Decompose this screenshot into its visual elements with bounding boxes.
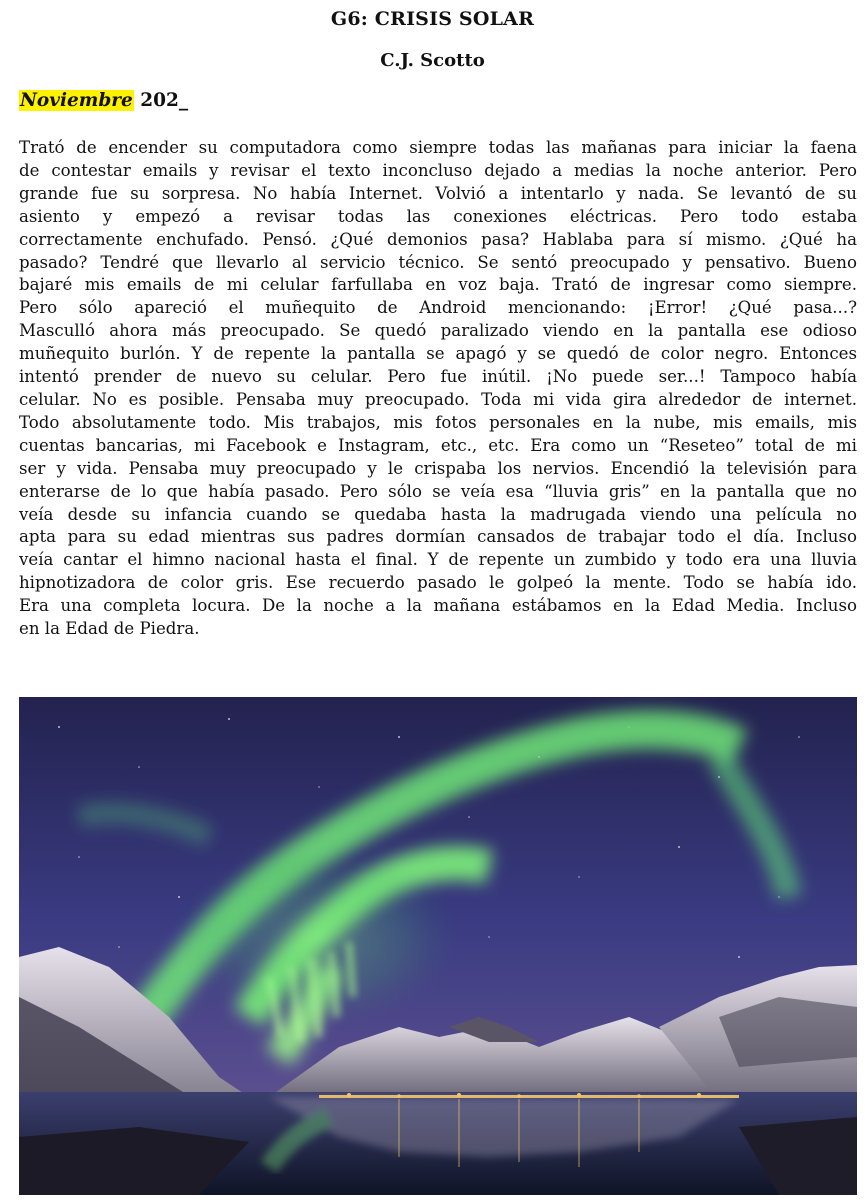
document-date [19,90,188,111]
paragraph-line: de contestar emails y revisar el texto inconcluso dejado a medias la noche anterior. Pero [19,160,857,180]
aurora-illustration [19,697,857,1195]
paragraph-line: apta para su edad mientras sus padres dormían cansados de trabajar todo el día. Incluso [19,527,857,547]
paragraph-line: celular. No es posible. Pensaba muy preocupado. Toda mi vida gira alrededor de internet. [19,389,857,409]
paragraph-line: enterarse de lo que había pasado. Pero sólo se veía esa “lluvia gris” en la pantalla que no [19,481,857,501]
paragraph-line: veía desde su infancia cuando se quedaba hasta la madrugada viendo una película no [19,504,857,524]
paragraph-line: Trató de encender su computadora como siempre todas las mañanas para iniciar la faena [19,138,857,157]
aurora-photo [19,697,857,1195]
paragraph-line: muñequito burlón. Y de repente la pantalla se apagó y se quedó de color negro. Entonces [19,344,857,364]
date-year: 202_ [133,90,189,111]
paragraph-line: Todo absolutamente todo. Mis trabajos, mis fotos personales en la nube, mis emails, mis [19,412,857,432]
paragraph-line: correctamente enchufado. Pensó. ¿Qué demonios pasa? Hablaba para sí mismo. ¿Qué ha [19,229,857,249]
paragraph-line: grande fue su sorpresa. No había Internet. Volvió a intentarlo y nada. Se levantó de su [19,183,857,203]
date-month-highlight: Noviembre [20,90,133,111]
paragraph-line: intentó prender de nuevo su celular. Pero fue inútil. ¡No puede ser...! Tampoco había [19,367,857,387]
paragraph-line: pasado? Tendré que llevarlo al servicio técnico. Se sentó preocupado y pensativo. Bueno [19,252,857,272]
paragraph-line: Era una completa locura. De la noche a la mañana estábamos en la Edad Media. Incluso [19,596,857,616]
paragraph-line: bajaré mis emails de mi celular farfullaba en voz baja. Trató de ingresar como siempre. [19,275,857,295]
paragraph-line: asiento y empezó a revisar todas las conexiones eléctricas. Pero todo estaba [19,206,857,226]
paragraph-line: ser y vida. Pensaba muy preocupado y le crispaba los nervios. Encendió la televisión para [19,458,857,478]
paragraph-line: Pero sólo apareció el muñequito de Android mencionando: ¡Error! ¿Qué pasa...? [19,298,857,318]
paragraph-line: hipnotizadora de color gris. Ese recuerdo pasado le golpeó la mente. Todo se había ido. [19,573,857,593]
paragraph-line: veía cantar el himno nacional hasta el final. Y de repente un zumbido y todo era una lluvia [19,550,857,570]
story-paragraph [19,137,857,641]
document-author: C.J. Scotto [380,50,485,71]
document-title: G6: CRISIS SOLAR [330,8,535,30]
paragraph-line: en la Edad de Piedra. [19,619,200,639]
paragraph-line: Masculló ahora más preocupado. Se quedó paralizado viendo en la pantalla ese odioso [19,321,857,341]
paragraph-line: cuentas bancarias, mi Facebook e Instagram, etc., etc. Era como un “Reseteo” total de mi [19,435,857,455]
